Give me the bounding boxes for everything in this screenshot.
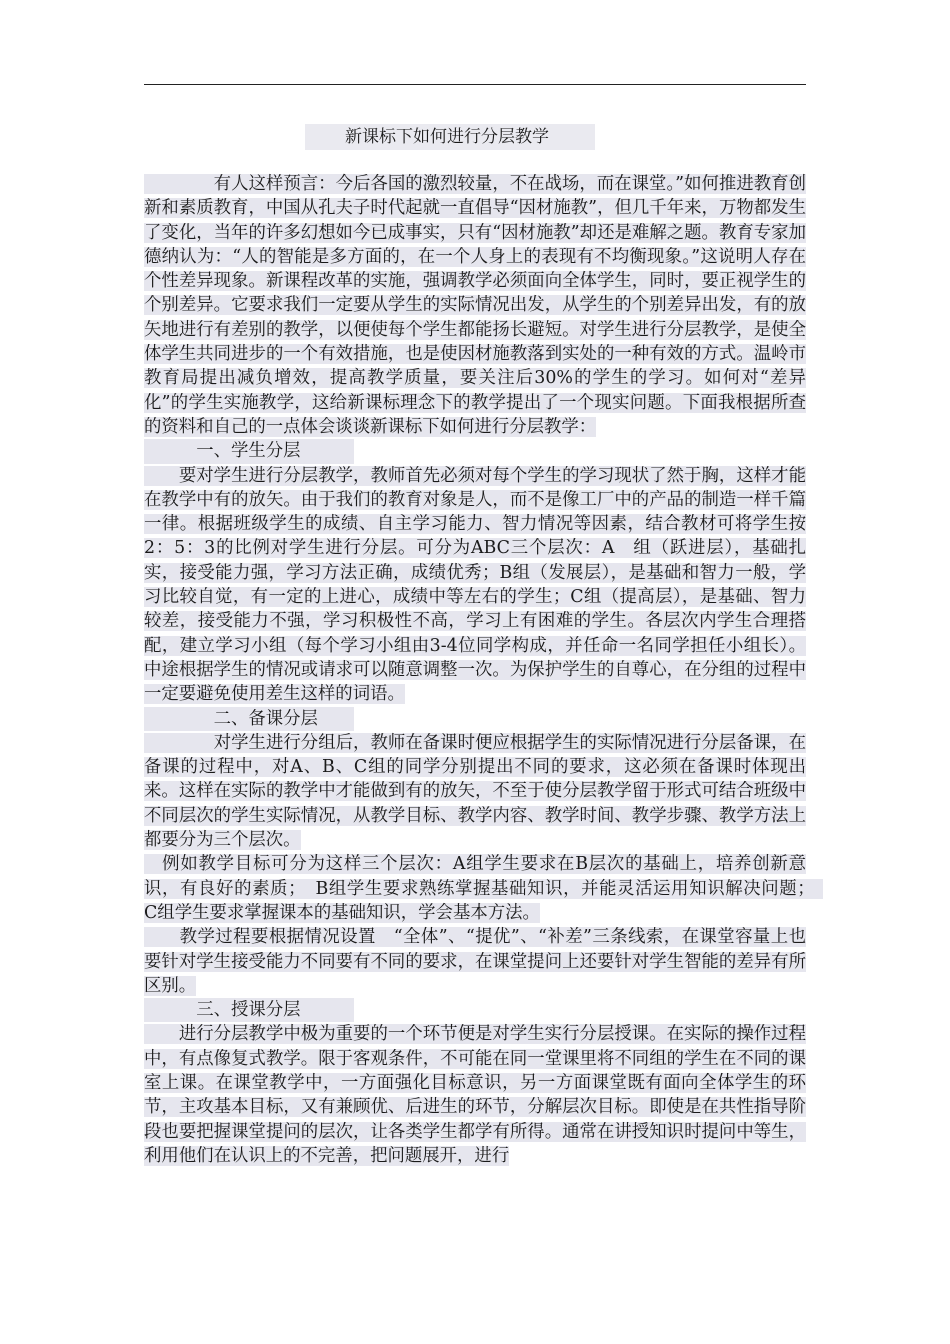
paragraph-text: 例如教学目标可分为这样三个层次：A组学生要求在B层次的基础上，培养创新意识，有良好的素质； B组学生要求熟练掌握基础知识，并能灵活运用知识解决问题； C组学生要求掌握课本的基础知识，学会基本方法。 [144, 854, 824, 923]
paragraph-text: 要对学生进行分层教学，教师首先必须对每个学生的学习现状了然于胸，这样才能在教学中有的放矢。由于我们的教育对象是人，而不是像工厂中的产品的制造一样千篇一律。根据班级学生的成绩、自主学习能力、智力情况等因素，结合教材可将学生按2：5：3的比例对学生进行分层。可分为ABC三个层次：A 组（跃进层），基础扎实，接受能力强，学习方法正确，成绩优秀；B组（发展层），是基础和智力一般，学习比较自觉，有一定的上进心，成绩中等左右的学生；C组（提高层），是基础、智力较差，接受能力不强，学习积极性不高，学习上有困难的学生。各层次内学生合理搭配，建立学习小组（每个学习小组由3-4位同学构成，并任命一名同学担任小组长）。中途根据学生的情况或请求可以随意调整一次。为保护学生的自尊心，在分组的过程中一定要避免使用差生这样的词语。 [144, 465, 806, 705]
paragraph-text: 对学生进行分组后，教师在备课时便应根据学生的实际情况进行分层备课，在备课的过程中，对A、B、C组的同学分别提出不同的要求，这必须在备课时体现出来。这样在实际的教学中才能做到有的放矢，不至于使分层教学留于形式可结合班级中不同层次的学生实际情况，从教学目标、教学内容、教学时间、教学步骤、教学方法上都要分为三个层次。 [144, 732, 806, 851]
paragraph-text: 教学过程要根据情况设置 “全体”、“提优”、“补差”三条线索，在课堂容量上也要针对学生接受能力不同要有不同的要求，在课堂提问上还要针对学生智能的差异有所区别。 [144, 927, 806, 996]
section-heading-lesson-prep-layering: 二、备课分层 [144, 707, 806, 731]
header-rule [144, 84, 806, 85]
paragraph-intro [144, 172, 806, 439]
paragraph-text: 进行分层教学中极为重要的一个环节便是对学生实行分层授课。在实际的操作过程中，有点像复式教学。限于客观条件，不可能在同一堂课里将不同组的学生在不同的课室上课。在课堂教学中，一方面强化目标意识，另一方面课堂既有面向全体学生的环节，主攻基本目标，又有兼顾优、后进生的环节，分解层次目标。即使是在共性指导阶段也要把握课堂提问的层次，让各类学生都学有所得。通常在讲授知识时提问中等生，利用他们在认识上的不完善，把问题展开，进行 [144, 1024, 806, 1166]
section-heading-student-layering: 一、学生分层 [144, 439, 806, 463]
paragraph-student-layering [144, 464, 806, 707]
paragraph-text: 有人这样预言：今后各国的激烈较量，不在战场，而在课堂。”如何推进教育创新和素质教育，中国从孔夫子时代起就一直倡导“因材施教”，但几千年来，万物都发生了变化，当年的许多幻想如今已成事实，只有“因材施教”却还是难解之题。教育专家加德纳认为：“人的智能是多方面的，在一个人身上的表现有不均衡现象。”这说明人存在个性差异现象。新课程改革的实施，强调教学必须面向全体学生，同时，要正视学生的个别差异。它要求我们一定要从学生的实际情况出发，从学生的个别差异出发，有的放矢地进行有差别的教学，以便使每个学生都能扬长避短。对学生进行分层教学，是使全体学生共同进步的一个有效措施，也是使因材施教落到实处的一种有效的方式。温岭市教育局提出减负增效，提高教学质量，要关注后30%的学生的学习。如何对“差异化”的学生实施教学，这给新课标理念下的教学提出了一个现实问题。下面我根据所查的资料和自己的一点体会谈谈新课标下如何进行分层教学： [144, 174, 806, 437]
paragraph-lesson-prep [144, 731, 806, 852]
section-heading-teaching-layering: 三、授课分层 [144, 998, 806, 1022]
document-body [144, 172, 824, 1168]
paragraph-teaching-layering [144, 1022, 806, 1168]
paragraph-teaching-process [144, 925, 806, 998]
document-title: 新课标下如何进行分层教学 [305, 124, 595, 150]
paragraph-teaching-goals [144, 852, 824, 925]
